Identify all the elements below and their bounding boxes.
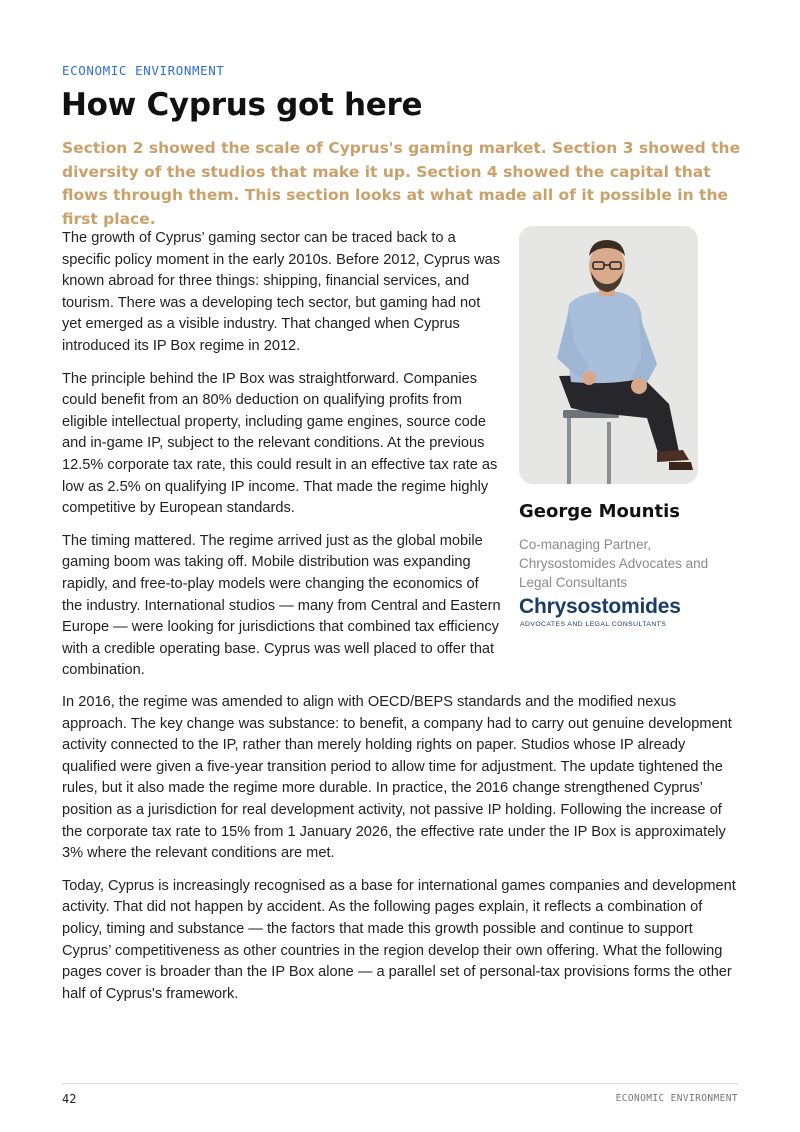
firm-logo-tagline: ADVOCATES AND LEGAL CONSULTANTS bbox=[520, 621, 667, 628]
page-number: 42 bbox=[62, 1092, 77, 1106]
body-paragraph-1: The growth of Cyprus’ gaming sector can be traced back to a specific policy moment in the early 2010s. Before 2012, Cyprus was known abroad for three things: shipping, financial services, and tourism. There was a developing tech sector, but gaming had not yet emerged as a visible industry. That changed when Cyprus introduced its IP Box regime in 2012. bbox=[62, 230, 501, 354]
firm-logo: Chrysostomides bbox=[519, 595, 681, 618]
footer-divider bbox=[62, 1083, 738, 1084]
left-column bbox=[62, 228, 502, 693]
person-role: Co-managing Partner, Chrysostomides Advocates and Legal Consultants bbox=[519, 537, 709, 590]
body-paragraph-2: The principle behind the IP Box was straightforward. Companies could benefit from an 80% deduction on qualifying profits from eligible intellectual property, including game engines, source code and in-game IP, subject to the relevant conditions. At the previous 12.5% corporate tax rate, this could result in an effective tax rate as low as 2.5% on qualifying IP income. That made the regime highly competitive by European standards. bbox=[62, 370, 498, 517]
body-paragraph-3: The timing mattered. The regime arrived just as the global mobile gaming boom was taking off. Mobile distribution was expanding rapidly, and free-to-play models were changing the economics of the industry. International studios — many from Central and Eastern Europe — were looking for jurisdictions that combined tax efficiency with a credible operating base. Cyprus was well placed to offer that combination. bbox=[62, 532, 501, 679]
portrait-illustration bbox=[519, 226, 698, 484]
full-width-text bbox=[62, 692, 742, 1016]
person-name: George Mountis bbox=[519, 501, 680, 522]
portrait-photo bbox=[519, 226, 698, 484]
footer-section-label: ECONOMIC ENVIRONMENT bbox=[615, 1093, 738, 1104]
body-paragraph-5: Today, Cyprus is increasingly recognised as a base for international games companies and development activity. That did not happen by accident. As the following pages explain, it reflects a combination of policy, timing and substance — the factors that made this growth possible and continue to support Cyprus’ competitiveness as other countries in the region develop their own offering. What the following pages cover is broader than the IP Box alone — a parallel set of personal-tax provisions forms the other half of Cyprus's framework. bbox=[62, 877, 736, 1002]
body-paragraph-4: In 2016, the regime was amended to align with OECD/BEPS standards and the modified nexus approach. The key change was substance: to benefit, a company had to carry out genuine development activity connected to the IP, rather than merely holding rights on paper. Studios whose IP already qualified were given a five-year transition period to allow time for adjustment. The update tightened the rules, but it also made the regime more durable. In practice, the 2016 change strengthened Cyprus’ position as a jurisdiction for real development activity, not passive IP holding. Following the increase of the corporate tax rate to 15% from 1 January 2026, the effective rate under the IP Box is approximately 3% where the relevant conditions are met. bbox=[62, 694, 732, 862]
section-kicker: ECONOMIC ENVIRONMENT bbox=[62, 63, 225, 78]
page-title: How Cyprus got here bbox=[61, 87, 423, 123]
lede-paragraph: Section 2 showed the scale of Cyprus's gaming market. Section 3 showed the diversity of the studios that make it up. Section 4 showed the capital that flows through them. This section looks at what made all of it possible in the first place. bbox=[62, 139, 741, 228]
